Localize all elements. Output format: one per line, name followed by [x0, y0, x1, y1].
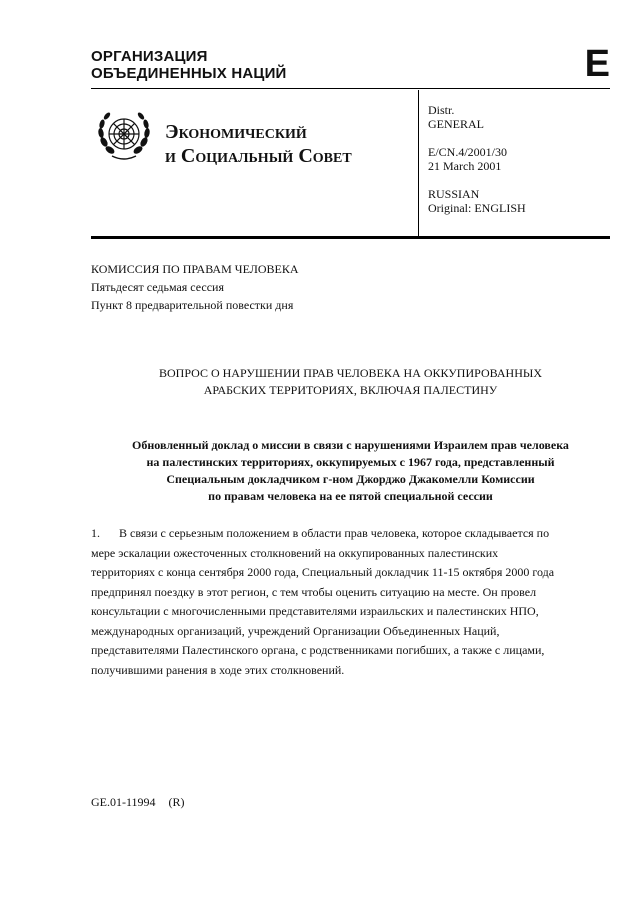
document-language: RUSSIAN [428, 187, 480, 201]
paragraph-line: 1. В связи с серьезным положением в области прав человека, которое складывается по [91, 524, 611, 544]
report-title [91, 437, 610, 505]
paragraph-line: предпринял поездку в этот регион, с тем чтобы оценить ситуацию на месте. Он провел [91, 584, 537, 599]
heading-line1: ВОПРОС О НАРУШЕНИИ ПРАВ ЧЕЛОВЕКА НА ОККУПИРОВАННЫХ [159, 366, 542, 380]
council-name [165, 120, 352, 168]
distr-value: GENERAL [428, 117, 484, 131]
paragraph-line: территориях с конца сентября 2000 года, Специальный докладчик 11-15 октября 2000 года [91, 565, 555, 579]
distr-label: Distr. [428, 103, 455, 117]
commission-info [91, 260, 299, 314]
original-language: Original: ENGLISH [428, 201, 526, 215]
paragraph-line: консультации с многочисленными представителями израильских и палестинских НПО, [91, 604, 539, 618]
session-name: Пятьдесят седьмая сессия [91, 280, 224, 294]
paragraph-line: международных организаций, учреждений Организации Объединенных Наций, [91, 623, 500, 638]
distribution-block [428, 103, 526, 131]
job-number: GE.01-11994 [91, 795, 156, 809]
document-metadata [428, 103, 526, 229]
symbol-block [428, 145, 526, 173]
agenda-item: Пункт 8 предварительной повестки дня [91, 298, 294, 312]
council-name-line2: и Социальный Совет [165, 145, 352, 167]
report-title-line1: Обновленный доклад о миссии в связи с нарушениями Израилем прав человека [132, 438, 569, 452]
language-code: (R) [168, 795, 185, 809]
header-vertical-divider [418, 90, 419, 236]
paragraph-line: мере эскалации ожесточенных столкновений на оккупированных палестинских [91, 545, 499, 560]
report-title-line3: Специальным докладчиком г-ном Джорджо Джакомелли Комиссии [166, 472, 535, 486]
header-rule-top [91, 88, 610, 89]
report-title-line2: на палестинских территориях, оккупируемых с 1967 года, представленный [146, 455, 555, 469]
document-date: 21 March 2001 [428, 159, 502, 173]
org-name-line2: ОБЪЕДИНЕННЫХ НАЦИЙ [91, 65, 287, 82]
language-letter: E [584, 43, 610, 85]
paragraph-line: представителями Палестинского органа, с родственниками погибших, а также с лицами, [91, 643, 545, 657]
org-name-line1: ОРГАНИЗАЦИЯ [91, 48, 208, 65]
document-heading [91, 365, 610, 399]
organization-name [91, 48, 287, 82]
council-name-line1: Экономический [165, 121, 307, 143]
report-title-line4: по правам человека на ее пятой специальной сессии [208, 489, 493, 503]
paragraph-line: получившими ранения в ходе этих столкновений. [91, 662, 345, 677]
document-footer [91, 795, 185, 809]
language-block [428, 187, 526, 215]
un-emblem-icon [92, 104, 156, 168]
paragraph-1 [91, 524, 611, 680]
paragraph-number: 1. [91, 526, 100, 540]
header-rule-bottom [91, 236, 610, 239]
commission-name: КОМИССИЯ ПО ПРАВАМ ЧЕЛОВЕКА [91, 262, 299, 276]
heading-line2: АРАБСКИХ ТЕРРИТОРИЯХ, ВКЛЮЧАЯ ПАЛЕСТИНУ [203, 383, 498, 397]
document-symbol: E/CN.4/2001/30 [428, 145, 508, 159]
